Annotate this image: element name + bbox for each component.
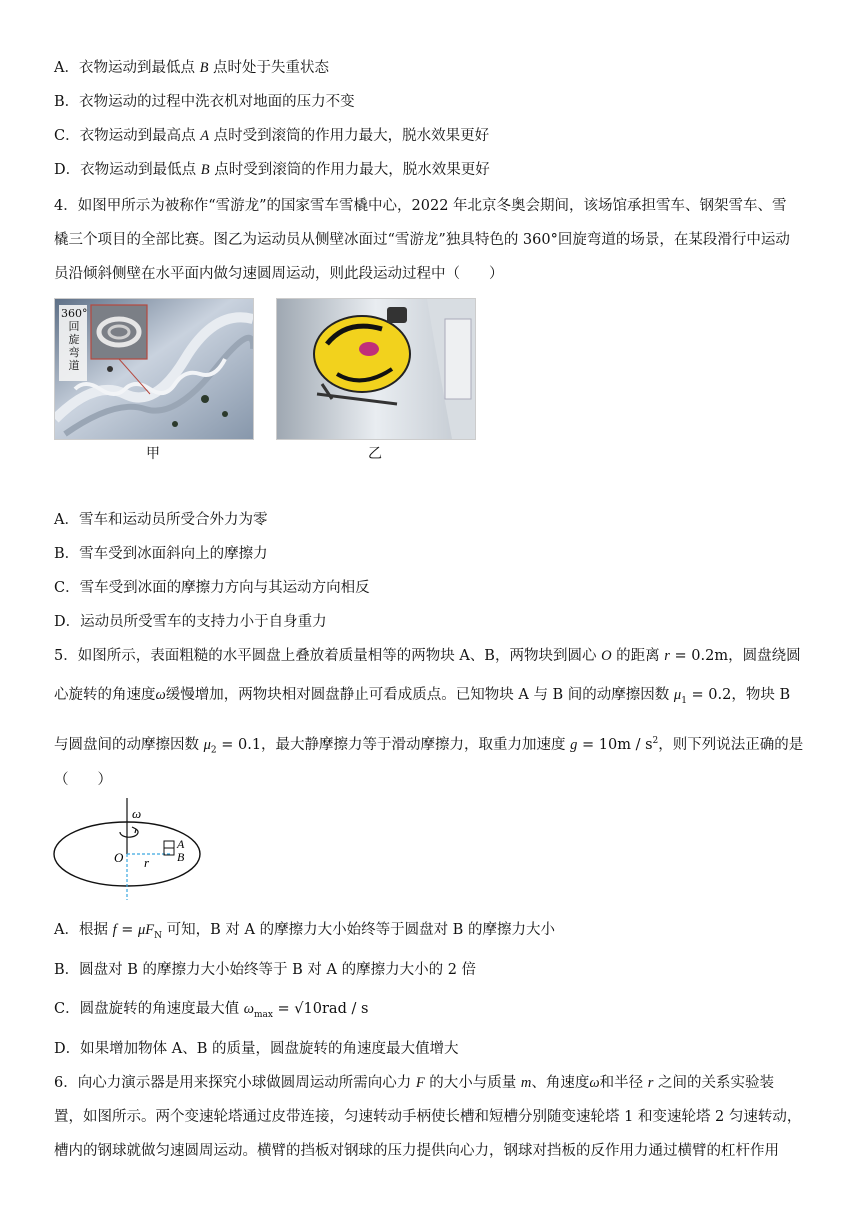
fig-O-label: O	[114, 850, 124, 865]
caption-jia: 甲	[146, 446, 160, 462]
q5-stem-line3: 与圆盘间的动摩擦因数 $\mu_2 = 0.1$，最大静摩擦力等于滑动摩擦力，取重力加速度 $g = 10m / s^2$，则下列说法正确的是	[54, 736, 804, 756]
q6-stem-line1: 6．向心力演示器是用来探究小球做圆周运动所需向心力 F 的大小与质量 m、角速度ω和半径 r 之间的关系实验装	[54, 1075, 775, 1091]
q4-option-a: A．雪车和运动员所受合外力为零	[54, 512, 268, 528]
photo-yi-bobsled	[276, 298, 476, 440]
q5-option-c: C．圆盘旋转的角速度最大值 $\omega_{max} = √10rad / s$	[54, 1001, 369, 1020]
fig-B-label: B	[177, 850, 185, 864]
q4-stem-line2: 橇三个项目的全部比赛。图乙为运动员从侧壁冰面过“雪游龙”独具特色的 360°回旋弯道的场景，在某段滑行中运动	[54, 232, 790, 248]
q6-stem-line2: 置，如图所示。两个变速轮塔通过皮带连接，匀速转动手柄使长槽和短槽分别随变速轮塔 1 和变速轮塔 2 匀速转动，	[54, 1109, 802, 1125]
photo-jia-label: 360° 回 旋 弯 道	[61, 307, 88, 372]
q5-option-a: A．根据 $f = \mu F_N$ 可知，B 对 A 的摩擦力大小始终等于圆盘对 B 的摩擦力大小	[54, 922, 555, 941]
q3-option-d: D．衣物运动到最低点 B 点时受到滚筒的作用力最大，脱水效果更好	[54, 162, 490, 178]
fig-r-label: r	[144, 855, 150, 870]
fig-omega-label: ω	[132, 806, 142, 821]
q5-stem-line2: 心旋转的角速度ω缓慢增加，两物块相对圆盘静止可看成质点。已知物块 A 与 B 间的动摩擦因数 $\mu_1 = 0.2$，物块 B	[54, 687, 791, 706]
q4-stem-line3: 员沿倾斜侧壁在水平面内做匀速圆周运动，则此段运动过程中（ ）	[54, 266, 504, 282]
q3-option-b: B．衣物运动的过程中洗衣机对地面的压力不变	[54, 94, 355, 110]
q3-option-a: A．衣物运动到最低点 B 点时处于失重状态	[54, 60, 330, 76]
q4-option-b: B．雪车受到冰面斜向上的摩擦力	[54, 546, 268, 562]
q4-option-c: C．雪车受到冰面的摩擦力方向与其运动方向相反	[54, 580, 370, 596]
q5-answer-blank: （ ）	[54, 772, 112, 788]
q6-stem-line3: 槽内的钢球就做匀速圆周运动。横臂的挡板对钢球的压力提供向心力，钢球对挡板的反作用力通过横臂的杠杆作用	[54, 1143, 779, 1159]
q5-disk-diagram	[52, 796, 208, 902]
fig-A-label: A	[177, 837, 185, 851]
q3-option-c: C．衣物运动到最高点 A 点时受到滚筒的作用力最大，脱水效果更好	[54, 128, 490, 144]
q5-stem-line1: 5．如图所示，表面粗糙的水平圆盘上叠放着质量相等的两物块 A、B，两物块到圆心 O 的距离 r = 0.2m，圆盘绕圆	[54, 648, 801, 664]
q5-option-b: B．圆盘对 B 的摩擦力大小始终等于 B 对 A 的摩擦力大小的 2 倍	[54, 962, 477, 978]
caption-yi: 乙	[368, 446, 382, 462]
q4-stem-line1: 4．如图甲所示为被称作“雪游龙”的国家雪车雪橇中心，2022 年北京冬奥会期间，该场馆承担雪车、钢架雪车、雪	[54, 198, 787, 214]
q4-option-d: D．运动员所受雪车的支持力小于自身重力	[54, 614, 327, 630]
q5-option-d: D．如果增加物体 A、B 的质量，圆盘旋转的角速度最大值增大	[54, 1041, 459, 1057]
photo-jia-track	[54, 298, 254, 440]
